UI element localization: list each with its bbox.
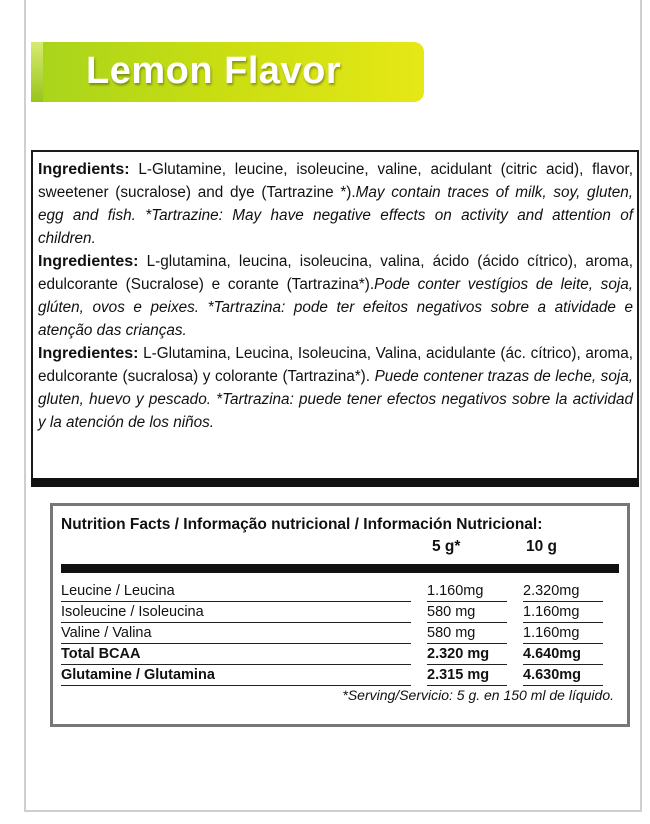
nutrient-name: Valine / Valina: [61, 623, 411, 644]
ingredients-box: [31, 150, 639, 478]
nutrient-value-5g: 580 mg: [427, 623, 507, 644]
ingredients-text: L-Glutamina, Leucina, Isoleucina, Valina, acidulante (ác. cítrico), aroma, edulcorante (sucralosa) y colorante (Tartrazina*).: [38, 345, 633, 385]
nutrient-value-10g: 4.630mg: [523, 665, 603, 686]
ingredients-label: Ingredientes:: [38, 253, 139, 270]
nutrition-header-bar: [61, 564, 619, 573]
nutrition-title: Nutrition Facts / Informação nutricional / Información Nutricional:: [61, 516, 543, 533]
ingredients-label: Ingredients:: [38, 161, 130, 178]
ingredients-warning: Pode conter vestígios de leite, soja, glúten, ovos e peixes. *Tartrazina: pode ter efeitos negativos sobre a atividade e atenção das crianças.: [38, 276, 633, 339]
nutrient-value-5g: 580 mg: [427, 602, 507, 623]
column-header-10g: 10 g: [526, 538, 558, 555]
ingredients-warning: May contain traces of milk, soy, gluten, egg and fish. *Tartrazine: May have negative effects on activity and attention of children.: [38, 184, 633, 247]
nutrient-value-10g: 2.320mg: [523, 581, 603, 602]
serving-footnote: *Serving/Servicio: 5 g. en 150 ml de líquido.: [342, 687, 614, 703]
nutrient-name: Isoleucine / Isoleucina: [61, 602, 411, 623]
nutrient-name: Leucine / Leucina: [61, 581, 411, 602]
nutrition-facts-box: [50, 503, 630, 727]
column-header-5g: 5 g*: [432, 538, 461, 555]
ingredients-label: Ingredientes:: [38, 345, 139, 362]
nutrient-value-10g: 4.640mg: [523, 644, 603, 665]
flavor-title: Lemon Flavor: [86, 50, 342, 92]
ingredients-portuguese: [38, 250, 633, 342]
section-divider: [31, 478, 639, 487]
ingredients-text: L-glutamina, leucina, isoleucina, valina, ácido (ácido cítrico), aroma, edulcorante (Sucralose) e corante (Tartrazina*).: [38, 253, 633, 293]
ingredients-text: L-Glutamine, leucine, isoleucine, valine, acidulant (citric acid), flavor, sweetener (sucralose) and dye (Tartrazine *).: [38, 161, 633, 201]
nutrient-value-5g: 1.160mg: [427, 581, 507, 602]
nutrient-value-10g: 1.160mg: [523, 602, 603, 623]
nutrient-name: Glutamine / Glutamina: [61, 665, 411, 686]
ingredients-warning: Puede contener trazas de leche, soja, gluten, huevo y pescado. *Tartrazina: puede tener efectos negativos sobre la actividad y la atención de los niños.: [38, 368, 633, 431]
ingredients-english: [38, 158, 633, 250]
nutrient-name: Total BCAA: [61, 644, 411, 665]
nutrient-value-10g: 1.160mg: [523, 623, 603, 644]
nutrient-value-5g: 2.320 mg: [427, 644, 507, 665]
ingredients-spanish: [38, 342, 633, 434]
nutrient-value-5g: 2.315 mg: [427, 665, 507, 686]
